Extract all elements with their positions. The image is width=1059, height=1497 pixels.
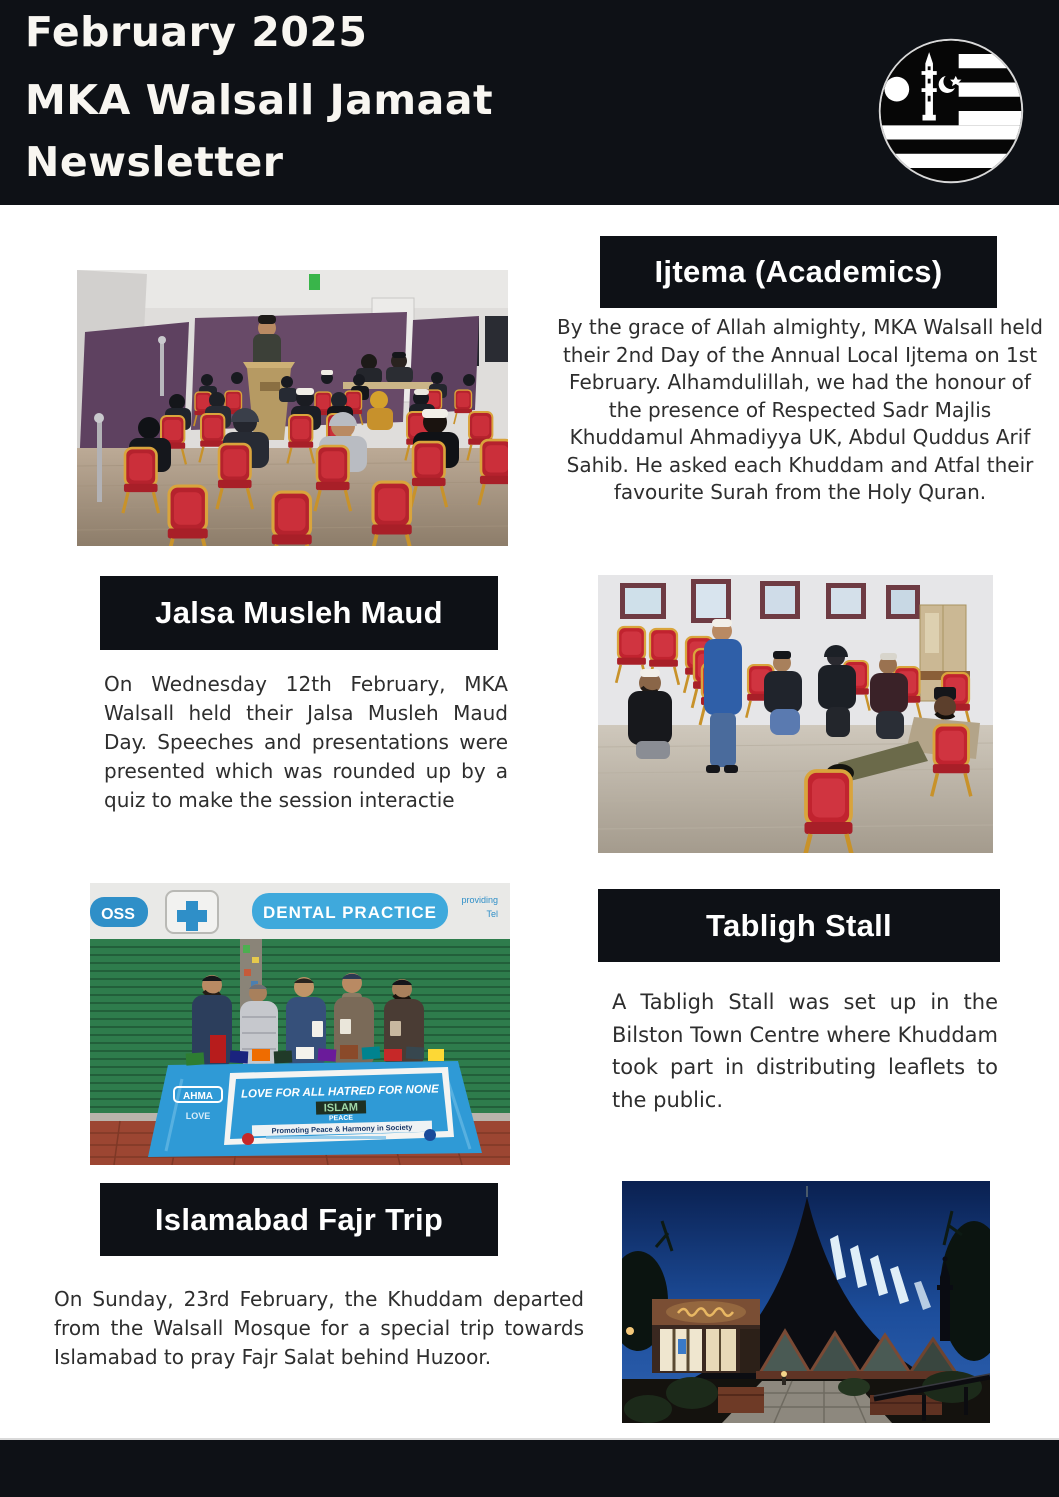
- shop-sign-right-text1: providing: [461, 895, 498, 905]
- section-body-jalsa: On Wednesday 12th February, MKA Walsall held their Jalsa Musleh Maud Day. Speeches and presentations were presented which was rounded up by a quiz to make the session interactie: [104, 672, 508, 812]
- section-title-ijtema: Ijtema (Academics): [600, 236, 997, 308]
- mka-flag-logo-icon: [875, 35, 1027, 193]
- banner-peace-text: PEACE: [328, 1114, 354, 1123]
- entrance-building: [652, 1299, 760, 1373]
- shop-sign-right-text2: Tel: [486, 909, 498, 919]
- shop-sign-name-text: DENTAL PRACTICE: [263, 903, 437, 922]
- stall-banner: [224, 1067, 454, 1145]
- lamp-glow: [626, 1327, 634, 1335]
- section-body-tabligh: A Tabligh Stall was set up in the Bilston Town Centre where Khuddam took part in distributing leaflets to the public.: [612, 990, 998, 1112]
- banner-logo-left: [242, 1133, 254, 1145]
- cloth-love-text: LOVE: [185, 1111, 211, 1121]
- photo-jalsa-hall: [77, 270, 508, 546]
- photo-ijtema-circle: [598, 575, 993, 853]
- ijtema-circle-scene: [598, 575, 993, 853]
- logo-flag: [875, 35, 1027, 187]
- flag-top-stripes: [959, 54, 1027, 125]
- photo-tabligh-stall: [90, 883, 510, 1165]
- section-title-jalsa: Jalsa Musleh Maud: [100, 576, 498, 650]
- section-title-tabligh: Tabligh Stall: [598, 889, 1000, 962]
- mosque-night-scene: [622, 1181, 990, 1423]
- footer-bar: [0, 1438, 1059, 1497]
- banner-smallprint: [266, 1136, 386, 1139]
- newsletter-title-line1: MKA Walsall Jamaat: [25, 76, 494, 124]
- banner-strip-text: Promoting Peace & Harmony in Society: [271, 1122, 413, 1136]
- banner-islam-text: ISLAM: [323, 1101, 359, 1115]
- banner-logo-right: [424, 1129, 436, 1141]
- photo-mosque-night: [622, 1181, 990, 1423]
- cloth-ahma-text: AHMA: [183, 1091, 213, 1102]
- section-body-islamabad: On Sunday, 23rd February, the Khuddam departed from the Walsall Mosque for a special trip towards Islamabad to pray Fajr Salat behind Huzoor.: [54, 1287, 584, 1369]
- flag-moon: [885, 77, 910, 102]
- newsletter-title-line2: Newsletter: [25, 138, 284, 186]
- jalsa-hall-scene: [77, 270, 508, 546]
- newsletter-date: February 2025: [25, 8, 368, 56]
- tabligh-stall-scene: [90, 883, 510, 1165]
- shop-sign-left-text: OSS: [101, 906, 135, 923]
- masthead: [0, 0, 1059, 205]
- wall-poster-dark2: [485, 316, 508, 362]
- section-title-islamabad: Islamabad Fajr Trip: [100, 1183, 498, 1256]
- banner-slogan-text: LOVE FOR ALL HATRED FOR NONE: [240, 1083, 439, 1101]
- shop-cross-icon: [166, 891, 218, 933]
- exit-sign: [309, 274, 320, 290]
- section-body-ijtema: By the grace of Allah almighty, MKA Walsall held their 2nd Day of the Annual Local Ijtema on 1st February. Alhamdulillah, we had the honour of the presence of Respected Sadr Majlis Khuddamul Ahmadiyya UK, Abdul Quddus Arif Sahib. He asked each Khuddam and Atfal their favourite Surah from the Holy Quran.: [556, 315, 1043, 504]
- lobby-screen: [678, 1339, 686, 1354]
- mka-flag-logo-svg: [875, 35, 1027, 187]
